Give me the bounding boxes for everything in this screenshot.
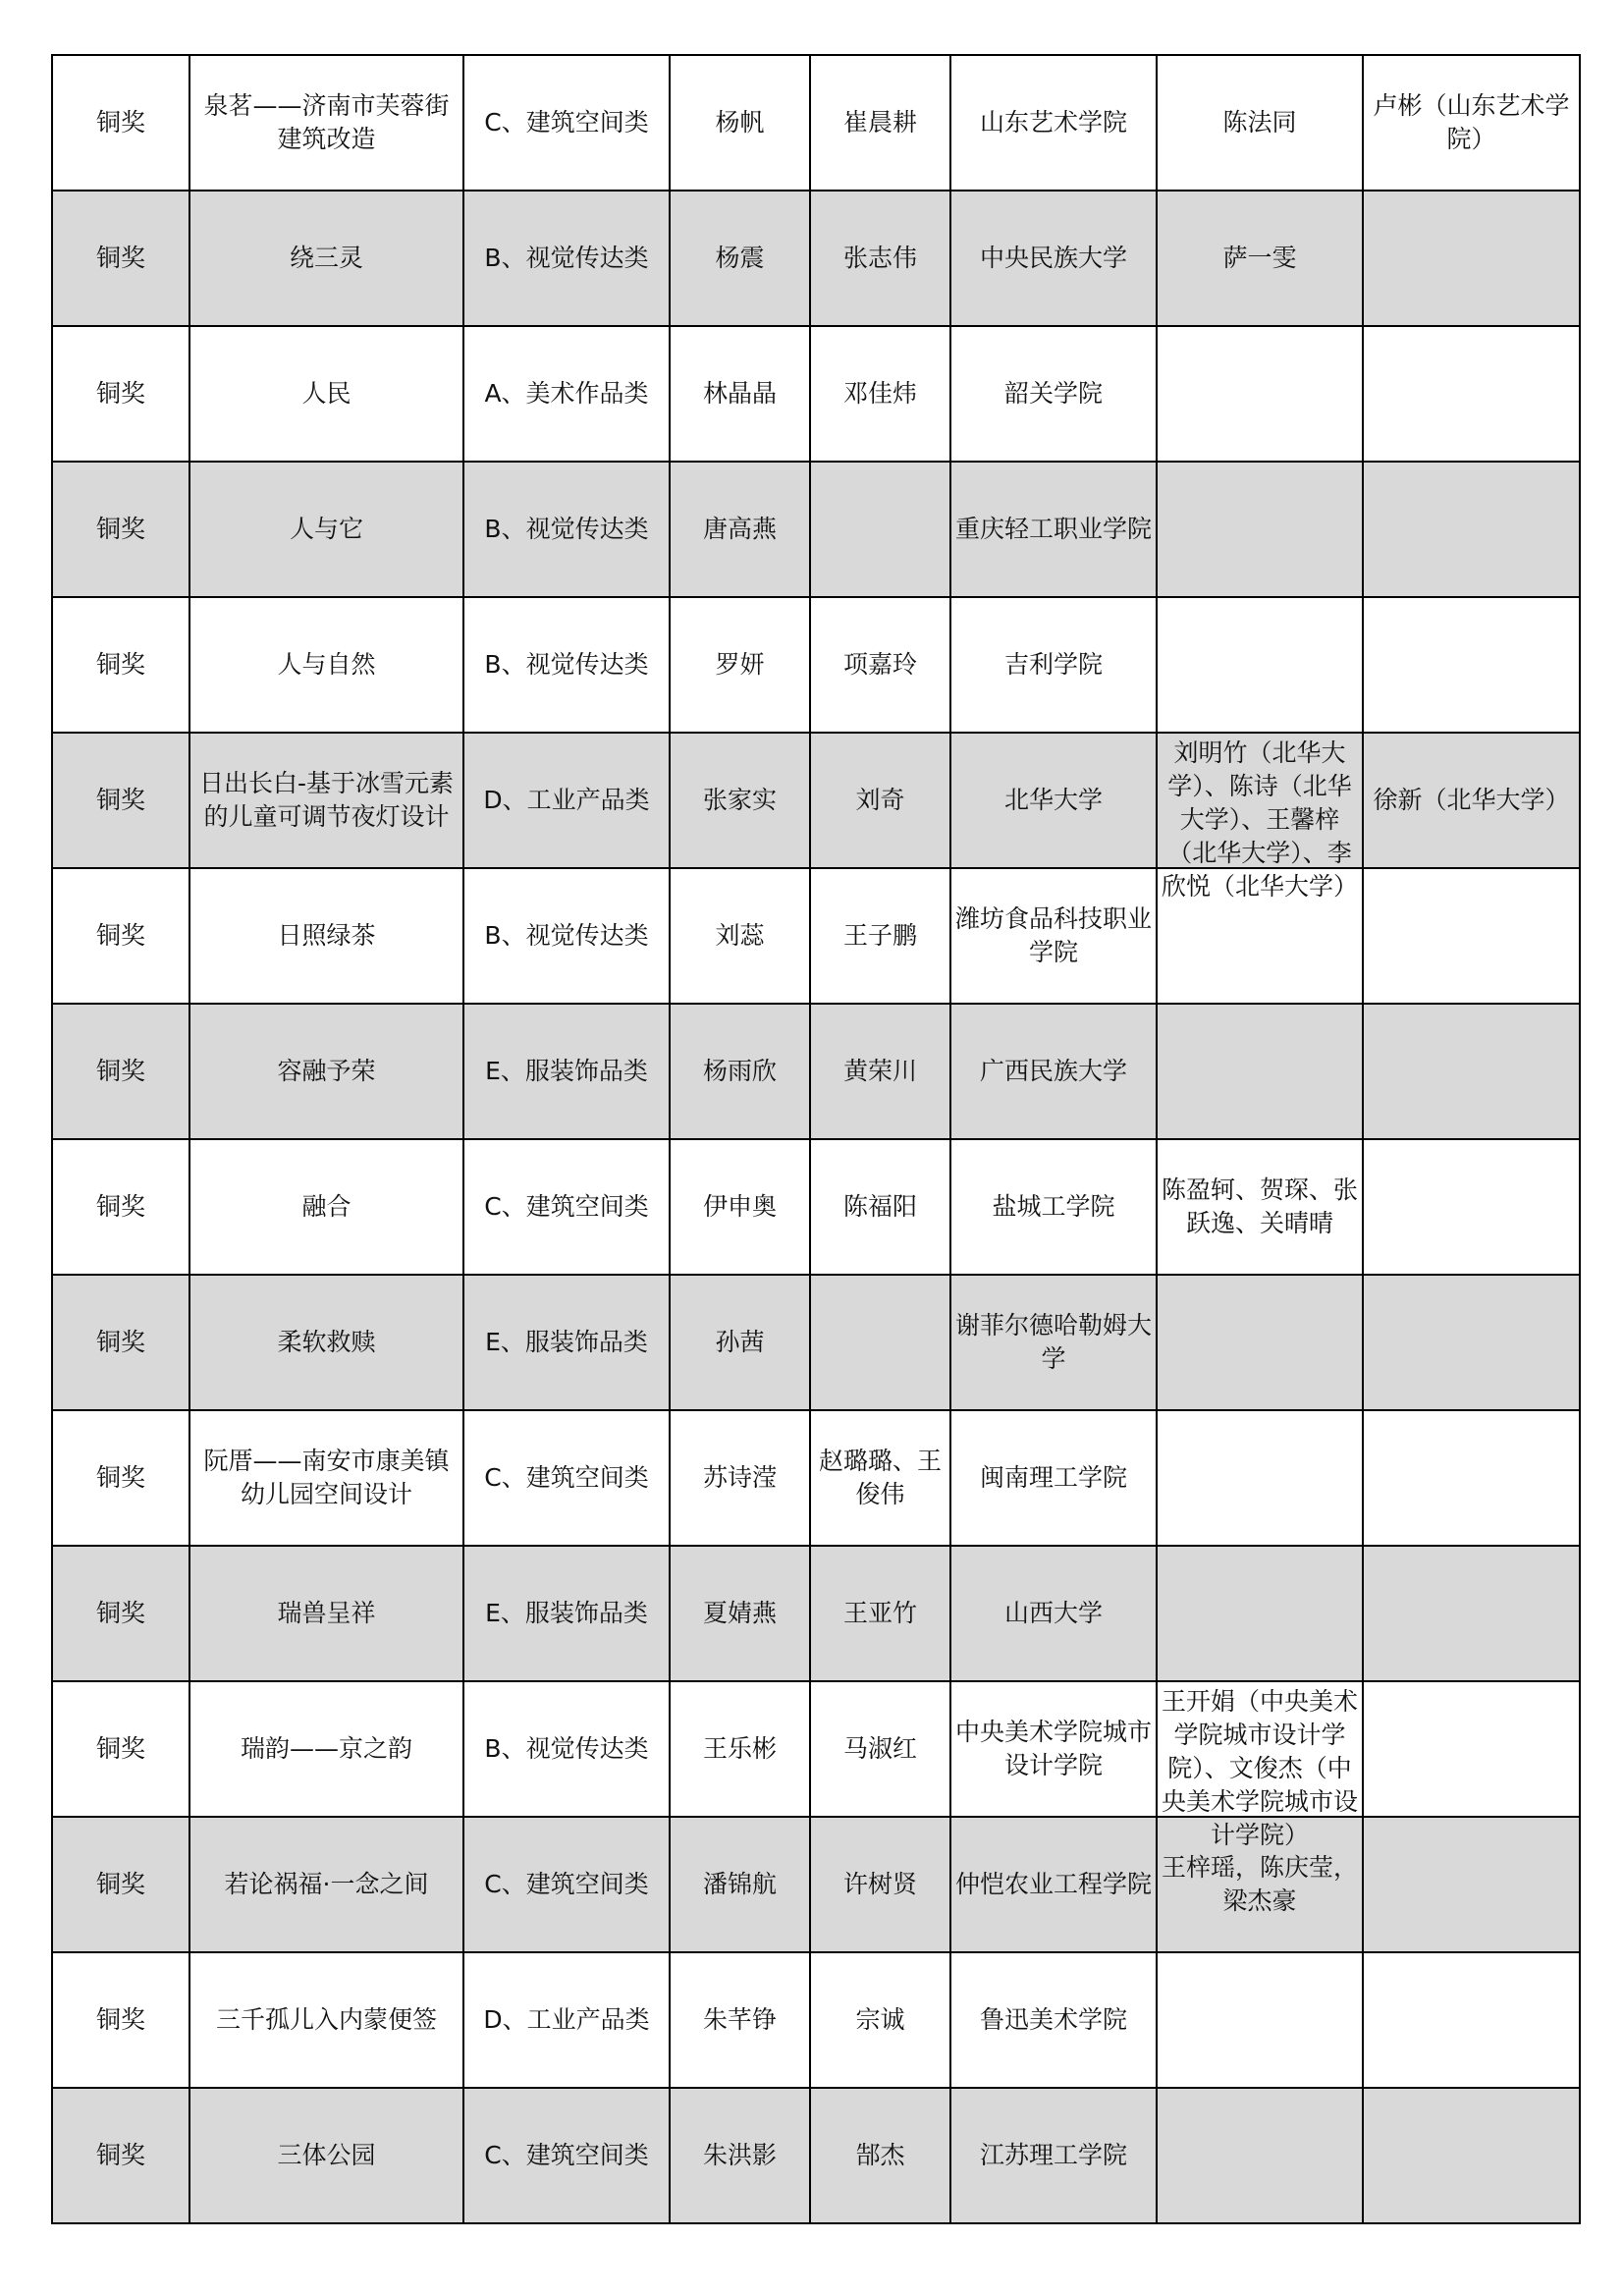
instructor-cell xyxy=(1363,462,1580,597)
advisor-cell xyxy=(1157,1004,1363,1139)
award-cell-text: 铜奖 xyxy=(95,244,145,272)
title-cell xyxy=(189,1681,463,1817)
school-cell xyxy=(950,733,1157,868)
table-row xyxy=(52,326,1580,462)
title-cell-text: 人与自然 xyxy=(277,650,376,679)
school-cell-text: 重庆轻工职业学院 xyxy=(955,515,1153,543)
title-cell xyxy=(189,1410,463,1546)
school-cell xyxy=(950,462,1157,597)
member-cell xyxy=(810,326,950,462)
school-cell xyxy=(950,1410,1157,1546)
member-cell-text: 许树贤 xyxy=(842,1870,917,1898)
member-cell xyxy=(810,1546,950,1681)
author-cell xyxy=(670,2088,810,2223)
category-cell xyxy=(463,1817,670,1952)
title-cell-text: 瑞兽呈祥 xyxy=(277,1599,376,1627)
school-cell-text: 吉利学院 xyxy=(1003,650,1103,679)
member-cell-text: 赵璐璐、王俊伟 xyxy=(818,1447,942,1508)
author-cell-text: 朱芊铮 xyxy=(702,2005,777,2034)
category-cell xyxy=(463,462,670,597)
award-cell xyxy=(52,1004,189,1139)
member-cell-text: 王子鹏 xyxy=(842,921,917,950)
author-cell xyxy=(670,733,810,868)
category-cell xyxy=(463,1275,670,1410)
award-cell-text: 铜奖 xyxy=(95,108,145,137)
title-cell xyxy=(189,462,463,597)
author-cell xyxy=(670,1410,810,1546)
title-cell-text: 若论祸福·一念之间 xyxy=(224,1870,429,1898)
author-cell xyxy=(670,1546,810,1681)
category-cell-text: B、视觉传达类 xyxy=(484,1734,649,1763)
category-cell-text: B、视觉传达类 xyxy=(484,650,649,679)
instructor-cell xyxy=(1363,1004,1580,1139)
school-cell xyxy=(950,1139,1157,1275)
school-cell xyxy=(950,1681,1157,1817)
title-cell xyxy=(189,1817,463,1952)
title-cell xyxy=(189,1952,463,2088)
category-cell xyxy=(463,1410,670,1546)
author-cell xyxy=(670,597,810,733)
member-cell-text: 陈福阳 xyxy=(842,1192,917,1221)
instructor-cell xyxy=(1363,868,1580,1004)
award-cell-text: 铜奖 xyxy=(95,1734,145,1763)
author-cell xyxy=(670,1817,810,1952)
title-cell-text: 三体公园 xyxy=(277,2141,376,2169)
member-cell xyxy=(810,55,950,191)
title-cell xyxy=(189,326,463,462)
author-cell xyxy=(670,868,810,1004)
category-cell-text: E、服装饰品类 xyxy=(485,1057,648,1085)
table-row xyxy=(52,1817,1580,1952)
author-cell-text: 张家实 xyxy=(702,786,777,814)
category-cell-text: B、视觉传达类 xyxy=(484,921,649,950)
table-row xyxy=(52,1546,1580,1681)
table-row xyxy=(52,733,1580,868)
title-cell xyxy=(189,1275,463,1410)
award-cell xyxy=(52,1952,189,2088)
instructor-cell xyxy=(1363,326,1580,462)
table-row xyxy=(52,462,1580,597)
title-cell xyxy=(189,1004,463,1139)
author-cell xyxy=(670,1004,810,1139)
author-cell xyxy=(670,1952,810,2088)
advisor-cell xyxy=(1157,1681,1363,1849)
award-cell-text: 铜奖 xyxy=(95,1463,145,1492)
title-cell xyxy=(189,2088,463,2223)
instructor-cell-text: 卢彬（山东艺术学院） xyxy=(1373,91,1570,153)
table-row xyxy=(52,191,1580,326)
author-cell-text: 王乐彬 xyxy=(702,1734,777,1763)
school-cell xyxy=(950,2088,1157,2223)
title-cell-text: 人民 xyxy=(301,379,352,408)
award-cell xyxy=(52,2088,189,2223)
table-row xyxy=(52,1139,1580,1275)
author-cell xyxy=(670,191,810,326)
title-cell-text: 三千孤儿入内蒙便签 xyxy=(215,2005,437,2034)
author-cell-text: 伊申奥 xyxy=(702,1192,777,1221)
school-cell xyxy=(950,326,1157,462)
title-cell-text: 融合 xyxy=(301,1192,352,1221)
school-cell-text: 闽南理工学院 xyxy=(979,1463,1127,1492)
category-cell-text: C、建筑空间类 xyxy=(484,108,649,137)
author-cell-text: 刘蕊 xyxy=(715,921,765,950)
school-cell-text: 鲁迅美术学院 xyxy=(979,2005,1127,2034)
school-cell-text: 北华大学 xyxy=(1003,786,1103,814)
advisor-cell xyxy=(1157,55,1363,191)
author-cell-text: 唐高燕 xyxy=(702,515,777,543)
member-cell xyxy=(810,733,950,868)
category-cell xyxy=(463,597,670,733)
title-cell-text: 人与它 xyxy=(289,515,363,543)
title-cell-text: 绕三灵 xyxy=(289,244,363,272)
award-cell xyxy=(52,55,189,191)
title-cell-text: 日出长白-基于冰雪元素的儿童可调节夜灯设计 xyxy=(198,769,455,831)
advisor-cell-text: 王开娟（中央美术学院城市设计学院）、文俊杰（中央美术学院城市设计学院） xyxy=(1162,1687,1359,1849)
advisor-cell xyxy=(1157,1952,1363,2088)
member-cell xyxy=(810,1952,950,2088)
school-cell-text: 山西大学 xyxy=(1003,1599,1103,1627)
award-cell xyxy=(52,191,189,326)
member-cell-text: 项嘉玲 xyxy=(842,650,917,679)
member-cell-text: 张志伟 xyxy=(842,244,917,272)
member-cell-text: 邓佳炜 xyxy=(842,379,917,408)
school-cell-text: 仲恺农业工程学院 xyxy=(955,1870,1153,1898)
member-cell-text: 崔晨耕 xyxy=(842,108,917,137)
award-cell xyxy=(52,1817,189,1952)
award-cell xyxy=(52,597,189,733)
school-cell-text: 中央民族大学 xyxy=(979,244,1127,272)
advisor-cell-text: 刘明竹（北华大学）、陈诗（北华大学）、王馨梓（北华大学）、李欣悦（北华大学） xyxy=(1162,738,1359,901)
school-cell xyxy=(950,597,1157,733)
award-cell xyxy=(52,1139,189,1275)
title-cell-text: 瑞韵——京之韵 xyxy=(240,1734,412,1763)
author-cell-text: 杨帆 xyxy=(715,108,765,137)
advisor-cell xyxy=(1157,326,1363,462)
category-cell-text: C、建筑空间类 xyxy=(484,1870,649,1898)
school-cell-text: 山东艺术学院 xyxy=(979,108,1127,137)
category-cell xyxy=(463,1139,670,1275)
advisor-cell xyxy=(1157,462,1363,597)
member-cell-text: 郜杰 xyxy=(855,2141,905,2169)
author-cell-text: 杨震 xyxy=(715,244,765,272)
award-cell-text: 铜奖 xyxy=(95,921,145,950)
member-cell xyxy=(810,868,950,1004)
member-cell xyxy=(810,1410,950,1546)
award-cell xyxy=(52,868,189,1004)
category-cell xyxy=(463,868,670,1004)
award-cell-text: 铜奖 xyxy=(95,2141,145,2169)
category-cell xyxy=(463,1004,670,1139)
instructor-cell xyxy=(1363,1952,1580,2088)
school-cell xyxy=(950,191,1157,326)
school-cell xyxy=(950,1817,1157,1952)
member-cell xyxy=(810,2088,950,2223)
member-cell-text: 王亚竹 xyxy=(842,1599,917,1627)
category-cell-text: E、服装饰品类 xyxy=(485,1328,648,1356)
instructor-cell-text: 徐新（北华大学） xyxy=(1373,786,1570,814)
member-cell-text: 宗诚 xyxy=(855,2005,905,2034)
school-cell-text: 韶关学院 xyxy=(1003,379,1103,408)
category-cell xyxy=(463,191,670,326)
award-cell-text: 铜奖 xyxy=(95,650,145,679)
member-cell-text: 黄荣川 xyxy=(842,1057,917,1085)
author-cell-text: 朱洪影 xyxy=(702,2141,777,2169)
instructor-cell xyxy=(1363,1546,1580,1681)
member-cell xyxy=(810,462,950,597)
title-cell xyxy=(189,868,463,1004)
table-row xyxy=(52,1952,1580,2088)
award-cell-text: 铜奖 xyxy=(95,1870,145,1898)
school-cell xyxy=(950,55,1157,191)
award-cell-text: 铜奖 xyxy=(95,1192,145,1221)
member-cell xyxy=(810,191,950,326)
category-cell-text: D、工业产品类 xyxy=(483,786,650,814)
category-cell-text: B、视觉传达类 xyxy=(484,515,649,543)
award-cell xyxy=(52,733,189,868)
advisor-cell xyxy=(1157,1546,1363,1681)
advisor-cell-text: 王梓瑶，陈庆莹，梁杰豪 xyxy=(1162,1853,1359,1915)
title-cell xyxy=(189,55,463,191)
award-cell xyxy=(52,1275,189,1410)
instructor-cell xyxy=(1363,597,1580,733)
category-cell xyxy=(463,1546,670,1681)
author-cell xyxy=(670,1681,810,1817)
advisor-cell xyxy=(1157,191,1363,326)
category-cell-text: C、建筑空间类 xyxy=(484,2141,649,2169)
member-cell xyxy=(810,1681,950,1817)
instructor-cell xyxy=(1363,55,1580,191)
award-cell xyxy=(52,462,189,597)
member-cell xyxy=(810,1275,950,1410)
title-cell-text: 容融予荣 xyxy=(277,1057,376,1085)
award-cell-text: 铜奖 xyxy=(95,1057,145,1085)
award-cell xyxy=(52,1681,189,1817)
award-cell xyxy=(52,1410,189,1546)
table-row xyxy=(52,1681,1580,1817)
instructor-cell xyxy=(1363,1681,1580,1817)
advisor-cell xyxy=(1157,597,1363,733)
author-cell-text: 林晶晶 xyxy=(702,379,777,408)
table-row xyxy=(52,1410,1580,1546)
category-cell-text: B、视觉传达类 xyxy=(484,244,649,272)
member-cell-text: 马淑红 xyxy=(842,1734,917,1763)
member-cell-text: 刘奇 xyxy=(855,786,905,814)
award-cell xyxy=(52,1546,189,1681)
advisor-cell-text: 陈法同 xyxy=(1222,108,1297,137)
advisor-cell xyxy=(1157,1410,1363,1546)
author-cell xyxy=(670,462,810,597)
title-cell xyxy=(189,597,463,733)
category-cell-text: C、建筑空间类 xyxy=(484,1463,649,1492)
award-cell xyxy=(52,326,189,462)
school-cell xyxy=(950,1952,1157,2088)
member-cell xyxy=(810,1817,950,1952)
award-cell-text: 铜奖 xyxy=(95,1328,145,1356)
category-cell-text: A、美术作品类 xyxy=(484,379,649,408)
title-cell-text: 泉茗——济南市芙蓉街建筑改造 xyxy=(203,91,450,153)
instructor-cell xyxy=(1363,1817,1580,1952)
title-cell xyxy=(189,1546,463,1681)
title-cell-text: 阮厝——南安市康美镇幼儿园空间设计 xyxy=(203,1447,450,1508)
category-cell xyxy=(463,1681,670,1817)
title-cell-text: 柔软救赎 xyxy=(277,1328,376,1356)
award-cell-text: 铜奖 xyxy=(95,515,145,543)
instructor-cell xyxy=(1363,733,1580,868)
school-cell-text: 潍坊食品科技职业学院 xyxy=(955,904,1153,966)
award-cell-text: 铜奖 xyxy=(95,2005,145,2034)
advisor-cell-text: 陈盈轲、贺琛、张跃逸、关晴晴 xyxy=(1162,1175,1359,1237)
author-cell-text: 潘锦航 xyxy=(702,1870,777,1898)
table-row xyxy=(52,1275,1580,1410)
member-cell xyxy=(810,1004,950,1139)
title-cell-text: 日照绿茶 xyxy=(277,921,376,950)
award-cell-text: 铜奖 xyxy=(95,786,145,814)
school-cell-text: 江苏理工学院 xyxy=(979,2141,1127,2169)
category-cell xyxy=(463,1952,670,2088)
table-row xyxy=(52,597,1580,733)
author-cell-text: 孙茜 xyxy=(715,1328,765,1356)
advisor-cell-text: 萨一雯 xyxy=(1222,244,1297,272)
advisor-cell xyxy=(1157,733,1363,901)
member-cell xyxy=(810,1139,950,1275)
instructor-cell xyxy=(1363,1410,1580,1546)
author-cell-text: 夏婧燕 xyxy=(702,1599,777,1627)
category-cell-text: E、服装饰品类 xyxy=(485,1599,648,1627)
category-cell xyxy=(463,55,670,191)
instructor-cell xyxy=(1363,1275,1580,1410)
author-cell-text: 苏诗滢 xyxy=(702,1463,777,1492)
advisor-cell xyxy=(1157,1275,1363,1410)
category-cell xyxy=(463,733,670,868)
table-row xyxy=(52,55,1580,191)
author-cell xyxy=(670,1275,810,1410)
award-cell-text: 铜奖 xyxy=(95,379,145,408)
table-body xyxy=(52,55,1580,2223)
table-row xyxy=(52,2088,1580,2223)
award-cell-text: 铜奖 xyxy=(95,1599,145,1627)
title-cell xyxy=(189,1139,463,1275)
school-cell xyxy=(950,868,1157,1004)
category-cell xyxy=(463,2088,670,2223)
category-cell-text: C、建筑空间类 xyxy=(484,1192,649,1221)
instructor-cell xyxy=(1363,1139,1580,1275)
school-cell-text: 中央美术学院城市设计学院 xyxy=(955,1718,1153,1779)
school-cell xyxy=(950,1546,1157,1681)
school-cell-text: 谢菲尔德哈勒姆大学 xyxy=(955,1311,1153,1373)
school-cell-text: 盐城工学院 xyxy=(992,1192,1115,1221)
author-cell xyxy=(670,1139,810,1275)
instructor-cell xyxy=(1363,2088,1580,2223)
author-cell xyxy=(670,326,810,462)
author-cell-text: 罗妍 xyxy=(715,650,765,679)
table-row xyxy=(52,1004,1580,1139)
category-cell xyxy=(463,326,670,462)
instructor-cell xyxy=(1363,191,1580,326)
advisor-cell xyxy=(1157,2088,1363,2223)
school-cell-text: 广西民族大学 xyxy=(979,1057,1127,1085)
advisor-cell xyxy=(1157,1139,1363,1275)
member-cell xyxy=(810,597,950,733)
author-cell xyxy=(670,55,810,191)
awards-table xyxy=(51,54,1581,2224)
title-cell xyxy=(189,191,463,326)
school-cell xyxy=(950,1004,1157,1139)
category-cell-text: D、工业产品类 xyxy=(483,2005,650,2034)
school-cell xyxy=(950,1275,1157,1410)
title-cell xyxy=(189,733,463,868)
author-cell-text: 杨雨欣 xyxy=(702,1057,777,1085)
